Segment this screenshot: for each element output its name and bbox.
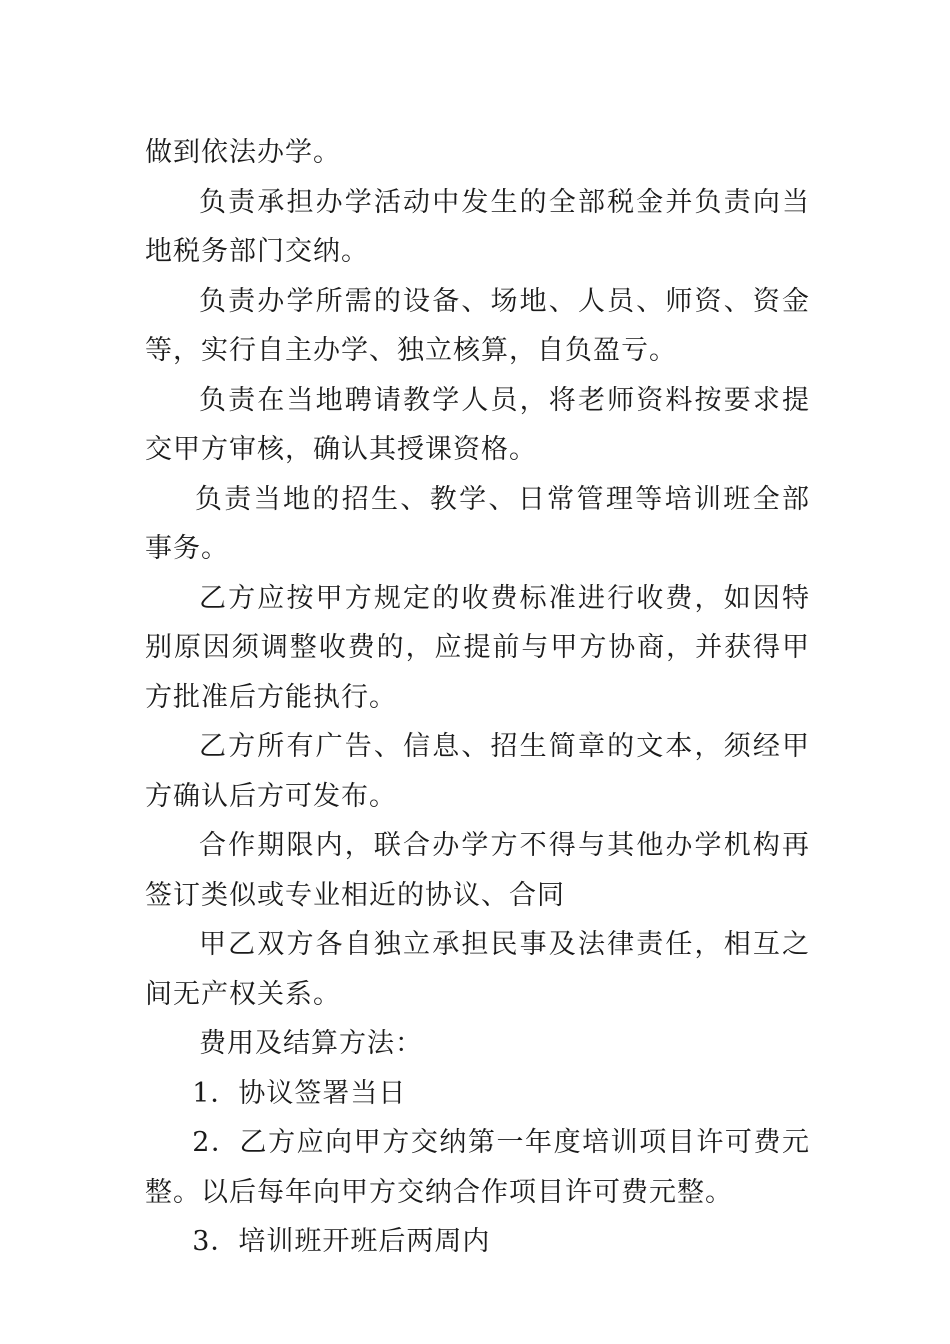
document-body	[145, 128, 810, 1267]
list-item-1: 1．协议签署当日	[192, 1077, 407, 1109]
paragraph-enrollment: 负责当地的招生、教学、日常管理等培训班全部事务。	[145, 483, 810, 564]
paragraph-advertising: 乙方所有广告、信息、招生简章的文本，须经甲方确认后方可发布。	[145, 731, 810, 812]
paragraph-continuation: 做到依法办学。	[145, 137, 341, 168]
paragraph-settlement-heading: 费用及结算方法：	[199, 1028, 423, 1059]
paragraph-teachers: 负责在当地聘请教学人员，将老师资料按要求提交甲方审核，确认其授课资格。	[145, 384, 810, 465]
paragraph-resources: 负责办学所需的设备、场地、人员、师资、资金等，实行自主办学、独立核算，自负盈亏。	[145, 285, 810, 366]
paragraph-exclusivity: 合作期限内，联合办学方不得与其他办学机构再签订类似或专业相近的协议、合同	[145, 830, 810, 911]
paragraph-fees-standard: 乙方应按甲方规定的收费标准进行收费，如因特别原因须调整收费的，应提前与甲方协商，并获得甲方批准后方能执行。	[145, 582, 810, 713]
list-item-3: 3．培训班开班后两周内	[192, 1226, 491, 1257]
paragraph-liability: 甲乙双方各自独立承担民事及法律责任，相互之间无产权关系。	[145, 929, 810, 1010]
list-item-2: 2．乙方应向甲方交纳第一年度培训项目许可费元整。以后每年向甲方交纳合作项目许可费元整。	[145, 1127, 810, 1208]
paragraph-tax: 负责承担办学活动中发生的全部税金并负责向当地税务部门交纳。	[145, 186, 810, 267]
